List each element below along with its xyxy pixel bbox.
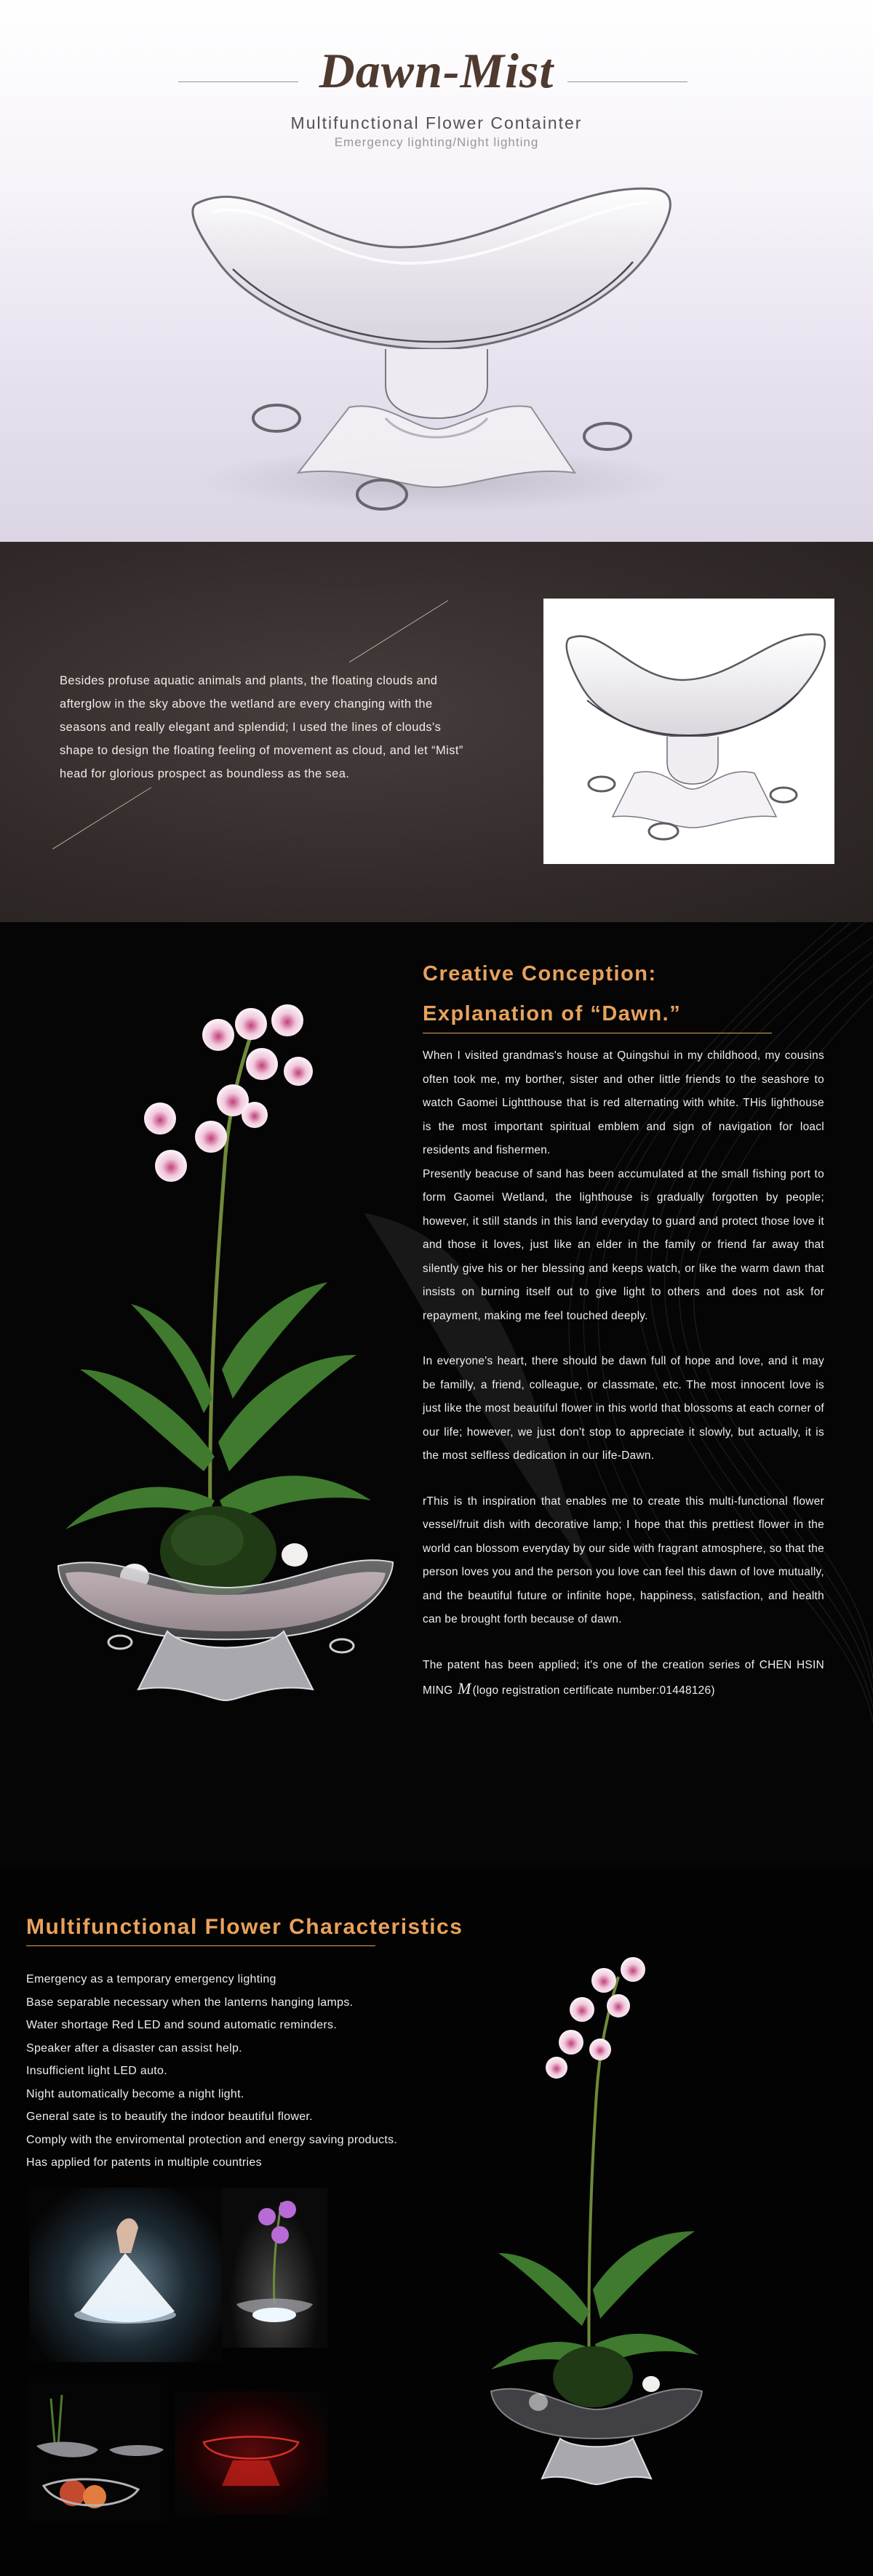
list-item: General sate is to beautify the indoor beautiful flower. (26, 2111, 313, 2123)
list-item: Base separable necessary when the lanterns hanging lamps. (26, 1996, 354, 2009)
list-item: Has applied for patents in multiple countries (26, 2156, 262, 2169)
characteristics-section (0, 1868, 873, 2576)
conception-body (423, 1044, 824, 1703)
night-light-photo (222, 2188, 327, 2348)
list-item: Night automatically become a night light. (26, 2087, 244, 2100)
list-item: Speaker after a disaster can assist help. (26, 2041, 242, 2055)
characteristics-heading-rule (26, 1945, 375, 1946)
conception-paragraph: rThis is th inspiration that enables me to create this multi-functional flower vessel/fruit dish with decorative lamp; I hope that this prettiest flower in the world can blossom everyday by our side with fragrant atmosphere, so that the person loves you and the person you love can feel this dawn of love mutually, and the beautiful future or infinite hope, happiness, satisfaction, and health can be brought forth because of dawn. (423, 1495, 824, 1625)
orchid-arrangement-photo-small (487, 1948, 706, 2486)
list-item: Comply with the enviromental protection and energy saving products. (26, 2133, 398, 2146)
decor-line-top (349, 600, 448, 663)
conception-heading-line1: Creative Conception: (423, 962, 657, 985)
signature-logo-mark: M (457, 1679, 471, 1697)
decor-line-bottom (52, 787, 151, 849)
patent-note: The patent has been applied; it's one of the creation series of CHEN HSIN MING (423, 1658, 824, 1697)
red-led-photo (175, 2391, 327, 2515)
conception-paragraph: In everyone's heart, there should be dawn full of hope and love, and it may be familly, a friend, colleague, or classmate, etc. The most innocent love is just like the most beautiful flower in this world that blossoms at each corner of our life; however, we just don't stop to appreciate it slowly, but actually, it is the most selfless dedication in our life-Dawn. (423, 1355, 824, 1462)
glass-vessel-product-photo (167, 167, 706, 516)
list-item: Emergency as a temporary emergency lighting (26, 1973, 276, 1985)
conception-paragraph: Presently beacuse of sand has been accumulated at the small fishing port to form Gaomei Wetland, the lighthouse is gradually forgotten by people; however, it still stands in this land everyday to guard and protect those love it and those it loves, just like an elder in the family or friend far away that silently give his or her blessing and keeps watch, or like the warm dawn that insists on burning itself out to give light to others and does not ask for repayment, making me feel touched deeply. (423, 1167, 824, 1322)
characteristics-list (26, 1968, 463, 2175)
fruit-dish-photo (29, 2377, 167, 2522)
list-item: Insufficient light LED auto. (26, 2065, 167, 2077)
intro-section (0, 542, 873, 922)
lamp-mode-photo (29, 2188, 222, 2362)
conception-paragraph: When I visited grandmas's house at Quingshui in my childhood, my cousins often took me, my borther, sister and other little friends to the seashore to watch Gaomei Lightthouse that is red alternating with white. THis lighthouse is the most important spiritual emblem and sign of navigation for loacl residents and fishermen. (423, 1049, 824, 1156)
conception-heading-line2: Explanation of “Dawn.” (423, 1002, 682, 1025)
orchid-arrangement-photo (51, 991, 407, 1719)
product-title: Dawn-Mist (319, 43, 554, 98)
conception-section (0, 922, 873, 1868)
product-tagline: Emergency lighting/Night lighting (334, 135, 539, 149)
registration-note: (logo registration certificate number:01448126) (472, 1684, 715, 1697)
hero-section (0, 0, 873, 542)
list-item: Water shortage Red LED and sound automatic reminders. (26, 2019, 338, 2031)
glass-vessel-thumbnail (543, 599, 834, 864)
characteristics-heading: Multifunctional Flower Characteristics (26, 1915, 463, 1939)
product-subtitle: Multifunctional Flower Containter (290, 113, 583, 132)
conception-paragraph (423, 1654, 824, 1703)
intro-paragraph: Besides profuse aquatic animals and plants, the floating clouds and afterglow in the sky above the wetland are every changing with the seasons and really elegant and splendid; I used the lines of clouds's shape to design the floating feeling of movement as cloud, and let “Mist” head for glorious prospect as boundless as the sea. (60, 674, 463, 780)
